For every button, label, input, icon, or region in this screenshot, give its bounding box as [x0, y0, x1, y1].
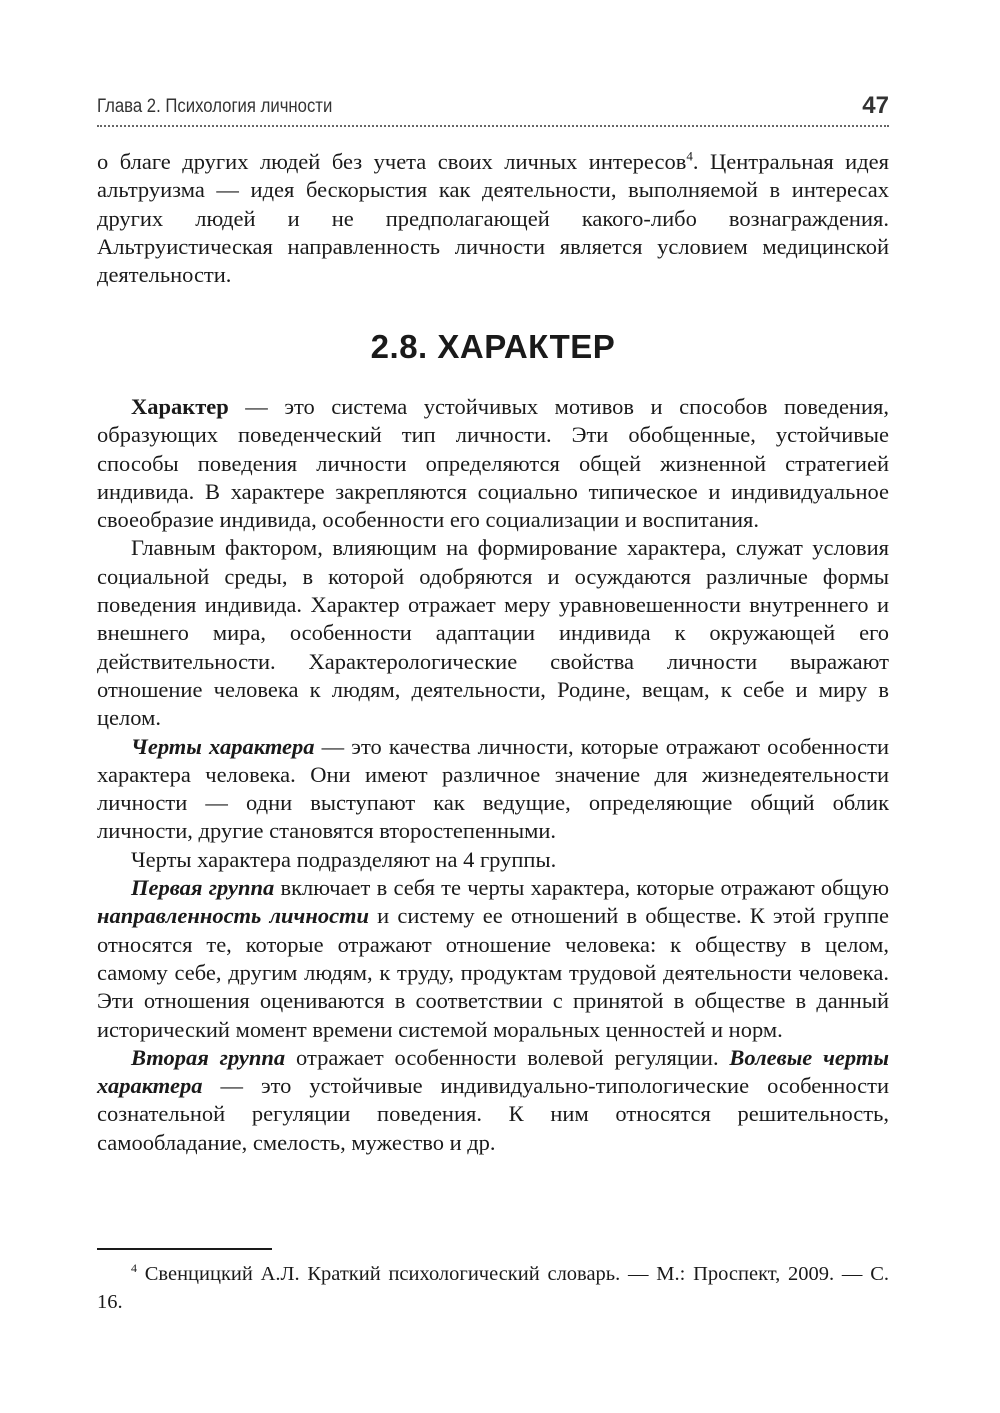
- paragraph-text: — это качества личности, которые отражают особенности характера человека. Они имеют различное значение для жизнедеятельности личности — одни выступают как ведущие, определяющие общий облик личности, другие становятся второстепенными.: [97, 733, 890, 844]
- intro-text-continued: . Центральная идея альтруизма — идея бескорыстия как деятельности, выполняемой в интересах других людей и не предполагающей какого-либо вознаграждения. Альтруистическая направленность личности является условием медицинской деятельности.: [97, 149, 890, 288]
- chapter-title: Глава 2. Психология личности: [97, 96, 333, 117]
- footnote: [97, 1260, 889, 1316]
- footnote-text: Свенцицкий А.Л. Краткий психологический словарь. — М.: Проспект, 2009. — С. 16.: [97, 1263, 889, 1313]
- paragraph-text: — это устойчивые индивидуально-типологические особенности сознательной регуляции поведения. К ним относятся решительность, самообладание, смелость, мужество и др.: [97, 1073, 889, 1155]
- paragraph-text: Главным фактором, влияющим на формирование характера, служат условия социальной среды, в которой одобряются и осуждаются различные формы поведения индивида. Характер отражает меру уравновешенности внутреннего и внешнего мира, особенности адаптации индивида к окружающей его действительности. Характерологические свойства личности выражают отношение человека к людям, деятельности, Родине, вещам, к себе и миру в целом.: [97, 535, 889, 731]
- term-second-group: Вторая группа: [131, 1044, 286, 1070]
- paragraph-text: включает в себя те черты характера, которые отражают общую: [274, 875, 890, 901]
- footnote-mark: 4: [131, 1261, 137, 1276]
- paragraph: [97, 846, 889, 874]
- paragraph-text: — это система устойчивых мотивов и способов поведения, образующих поведенческий тип личности. Эти обобщенные, устойчивые способы поведения личности определяются общей жизненной стратегией индивида. В характере закрепляются социально типическое и индивидуальное своеобразие индивида, особенности его социализации и воспитания.: [97, 394, 889, 533]
- intro-text: о благе других людей без учета своих личных интересов: [97, 149, 687, 174]
- footnote-separator: [97, 1248, 272, 1250]
- paragraph: [97, 733, 889, 846]
- page-number: 47: [862, 92, 889, 119]
- main-text: [97, 393, 889, 1157]
- paragraph-text: Черты характера подразделяют на 4 группы.: [131, 846, 557, 872]
- footnote-reference[interactable]: 4: [686, 148, 693, 164]
- term-character-traits: Черты характера: [131, 733, 315, 759]
- paragraph: [97, 534, 889, 732]
- running-header: [97, 92, 889, 122]
- paragraph-text: и систему ее отношений в обществе. К этой группе относятся те, которые отражают отношение человека: к обществу в целом, самому себе, другим людям, к труду, продуктам трудовой деятельности человека. Эти отношения оцениваются в соответствии с принятой в обществе в данный исторический момент времени системой моральных ценностей и норм.: [97, 903, 889, 1042]
- term-volitional-traits: Волевые черты характера: [97, 1044, 889, 1099]
- term-personality-orientation: направленность личности: [97, 903, 370, 929]
- term-character: Характер: [131, 394, 229, 419]
- paragraph: [97, 1044, 889, 1157]
- paragraph-text: отражает особенности волевой регуляции.: [285, 1044, 730, 1070]
- intro-paragraph: [97, 148, 889, 289]
- paragraph: [97, 874, 889, 1044]
- section-heading: 2.8. ХАРАКТЕР: [370, 328, 616, 365]
- term-first-group: Первая группа: [131, 875, 275, 901]
- paragraph: [97, 393, 889, 534]
- header-dotted-rule: [97, 125, 889, 127]
